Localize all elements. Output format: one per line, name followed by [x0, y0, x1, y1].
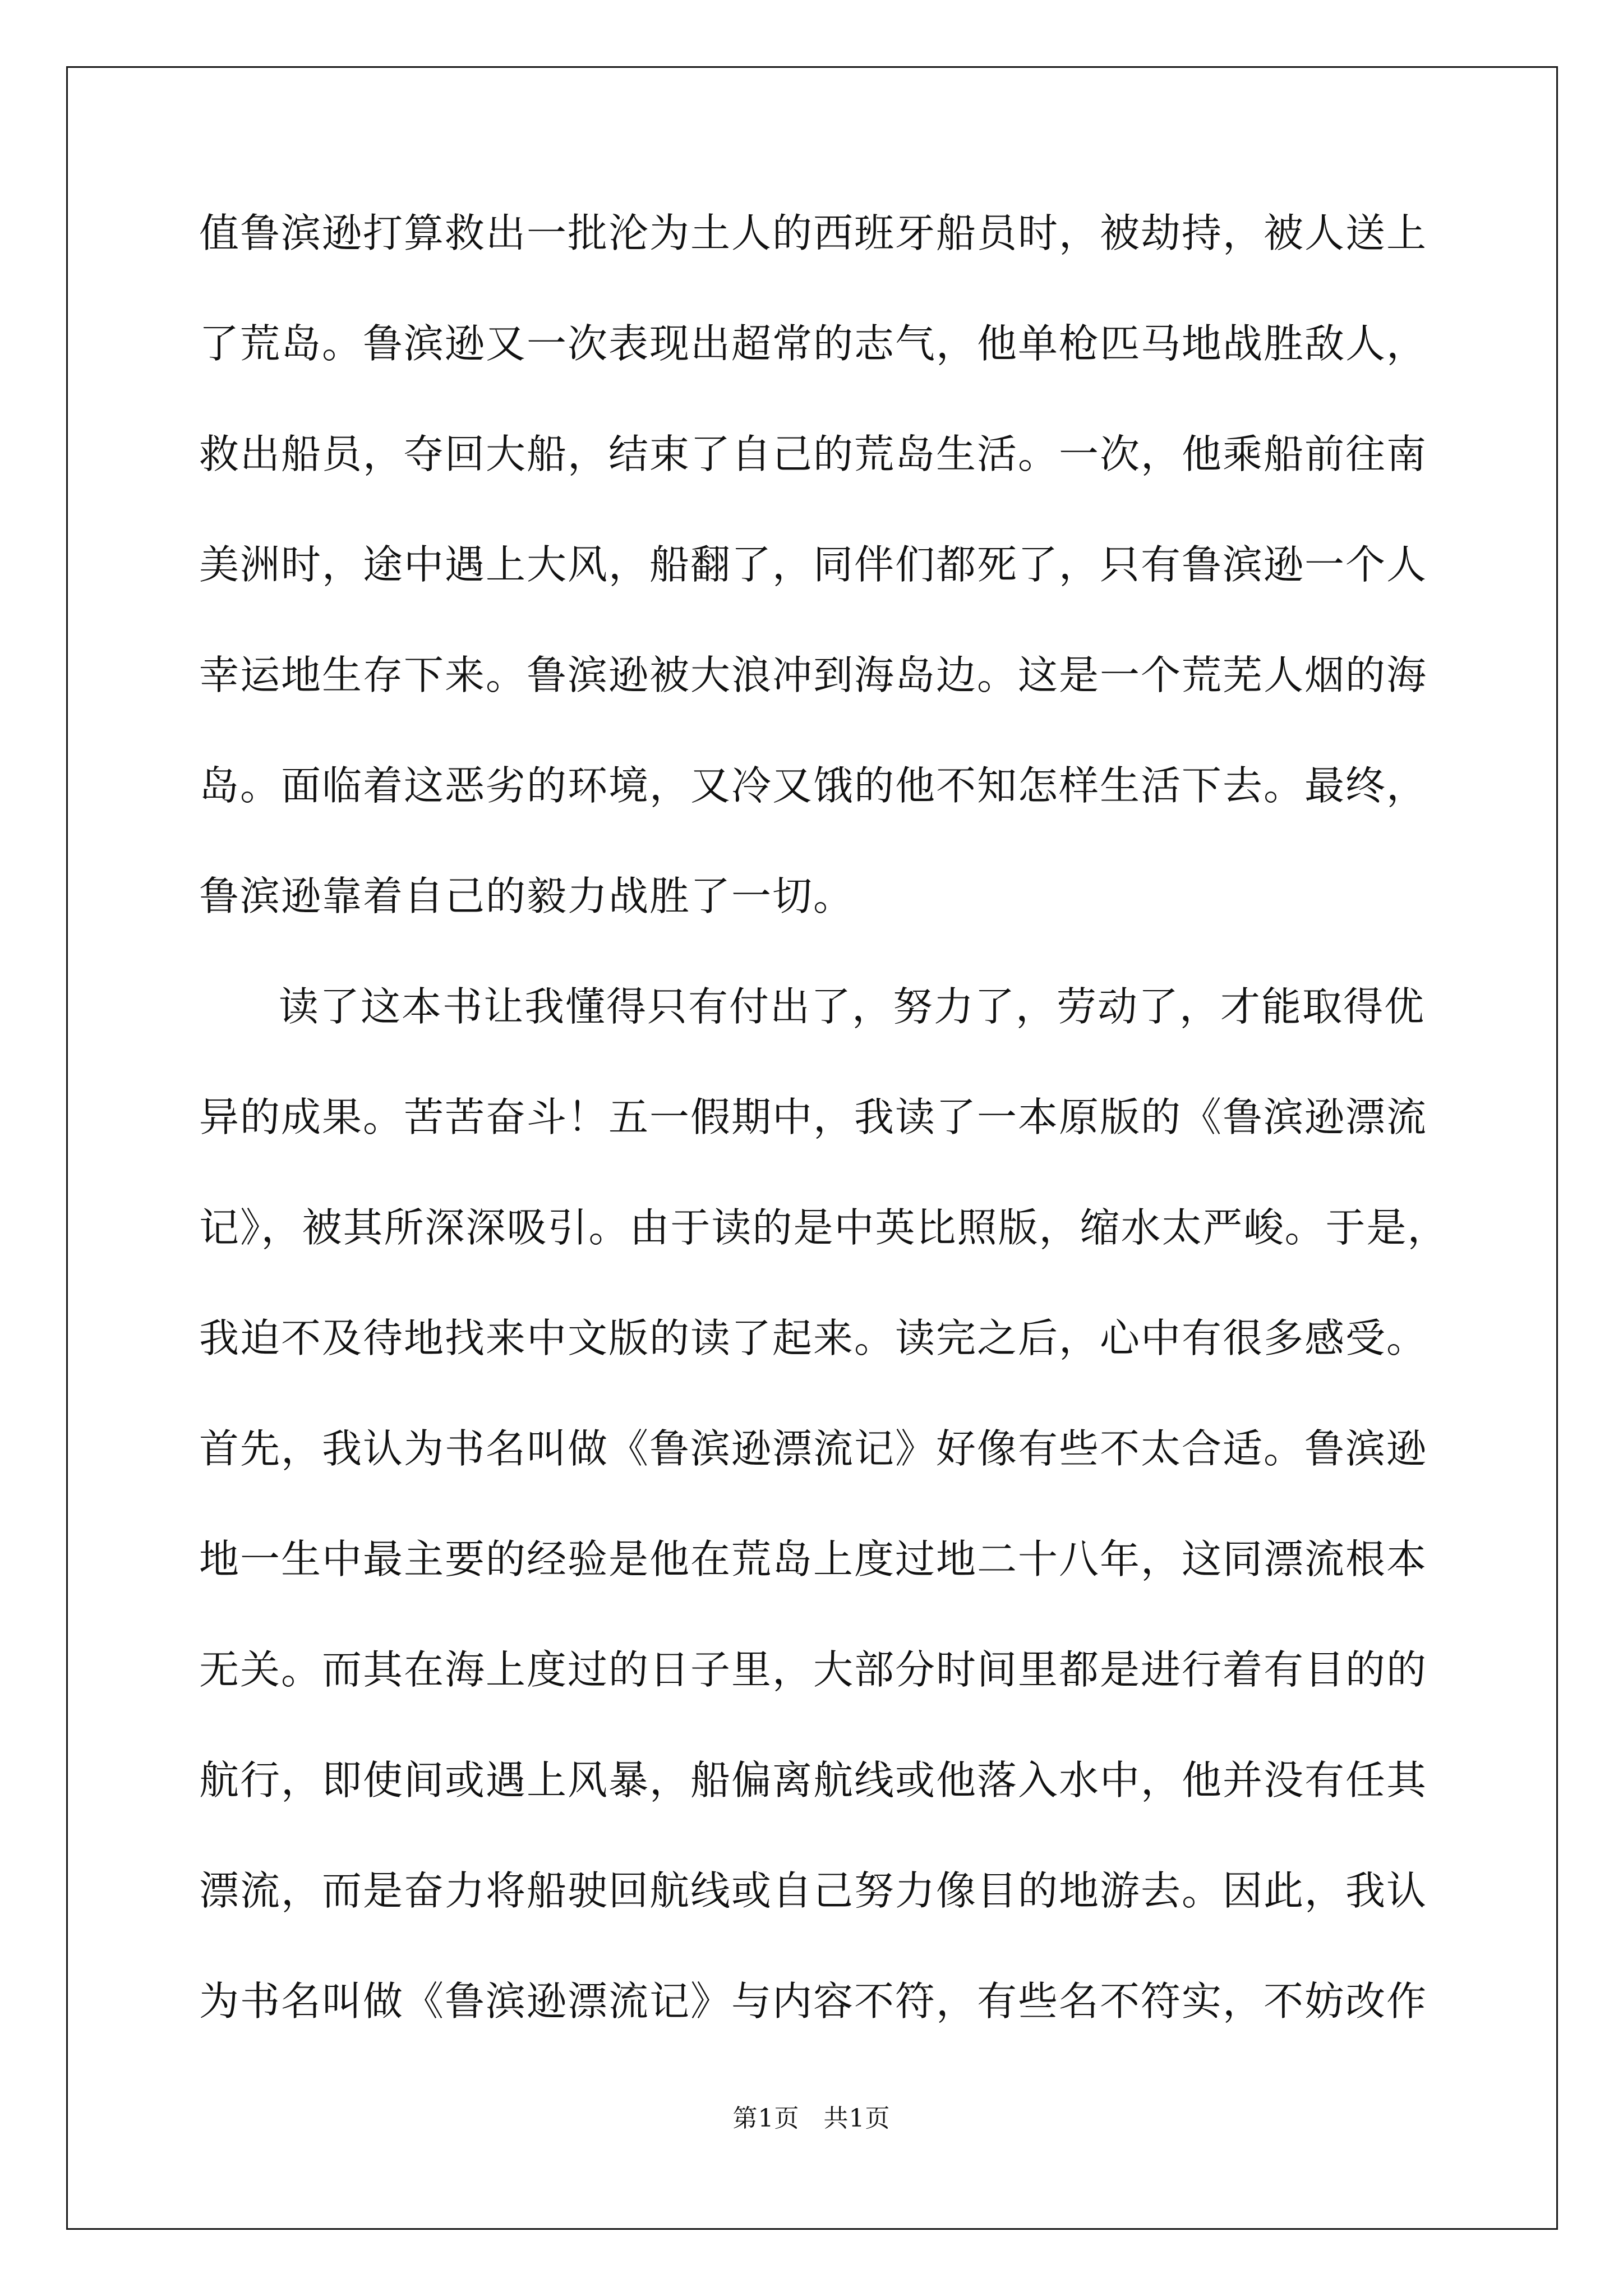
text-line: 漂流，而是奋力将船驶回航线或自己努力像目的地游去。因此，我认 — [199, 1867, 1428, 1914]
text-line: 救出船员，夺回大船，结束了自己的荒岛生活。一次，他乘船前往南 — [199, 431, 1428, 477]
text-line: 首先，我认为书名叫做《鲁滨逊漂流记》好像有些不太合适。鲁滨逊 — [199, 1425, 1428, 1472]
text-line: 了荒岛。鲁滨逊又一次表现出超常的志气，他单枪匹马地战胜敌人， — [199, 320, 1428, 367]
page-total: 共1页 — [823, 2104, 891, 2133]
text-line: 读了这本书让我懂得只有付出了，努力了，劳动了，才能取得优 — [279, 983, 1426, 1030]
text-line: 值鲁滨逊打算救出一批沦为土人的西班牙船员时，被劫持，被人送上 — [199, 210, 1428, 256]
text-line: 航行，即使间或遇上风暴，船偏离航线或他落入水中，他并没有任其 — [199, 1757, 1428, 1803]
document-body — [199, 210, 1449, 2092]
text-line: 记》，被其所深深吸引。由于读的是中英比照版，缩水太严峻。于是， — [199, 1204, 1449, 1251]
text-line: 岛。面临着这恶劣的环境，又冷又饿的他不知怎样生活下去。最终， — [199, 762, 1428, 809]
text-line: 异的成果。苦苦奋斗！五一假期中，我读了一本原版的《鲁滨逊漂流 — [199, 1094, 1428, 1140]
text-line: 我迫不及待地找来中文版的读了起来。读完之后，心中有很多感受。 — [199, 1315, 1428, 1361]
text-line: 幸运地生存下来。鲁滨逊被大浪冲到海岛边。这是一个荒芜人烟的海 — [199, 652, 1428, 698]
text-line: 无关。而其在海上度过的日子里，大部分时间里都是进行着有目的的 — [199, 1646, 1428, 1693]
page-number: 第1页 — [732, 2104, 800, 2133]
text-line: 地一生中最主要的经验是他在荒岛上度过地二十八年，这同漂流根本 — [199, 1536, 1428, 1582]
page-footer — [0, 2098, 1623, 2134]
text-line: 为书名叫做《鲁滨逊漂流记》与内容不符，有些名不符实，不妨改作 — [199, 1978, 1428, 2024]
text-line: 美洲时，途中遇上大风，船翻了，同伴们都死了，只有鲁滨逊一个人 — [199, 541, 1428, 588]
paragraph-2 — [199, 983, 1449, 2024]
text-line: 鲁滨逊靠着自己的毅力战胜了一切。 — [199, 873, 855, 919]
paragraph-1 — [199, 210, 1433, 919]
